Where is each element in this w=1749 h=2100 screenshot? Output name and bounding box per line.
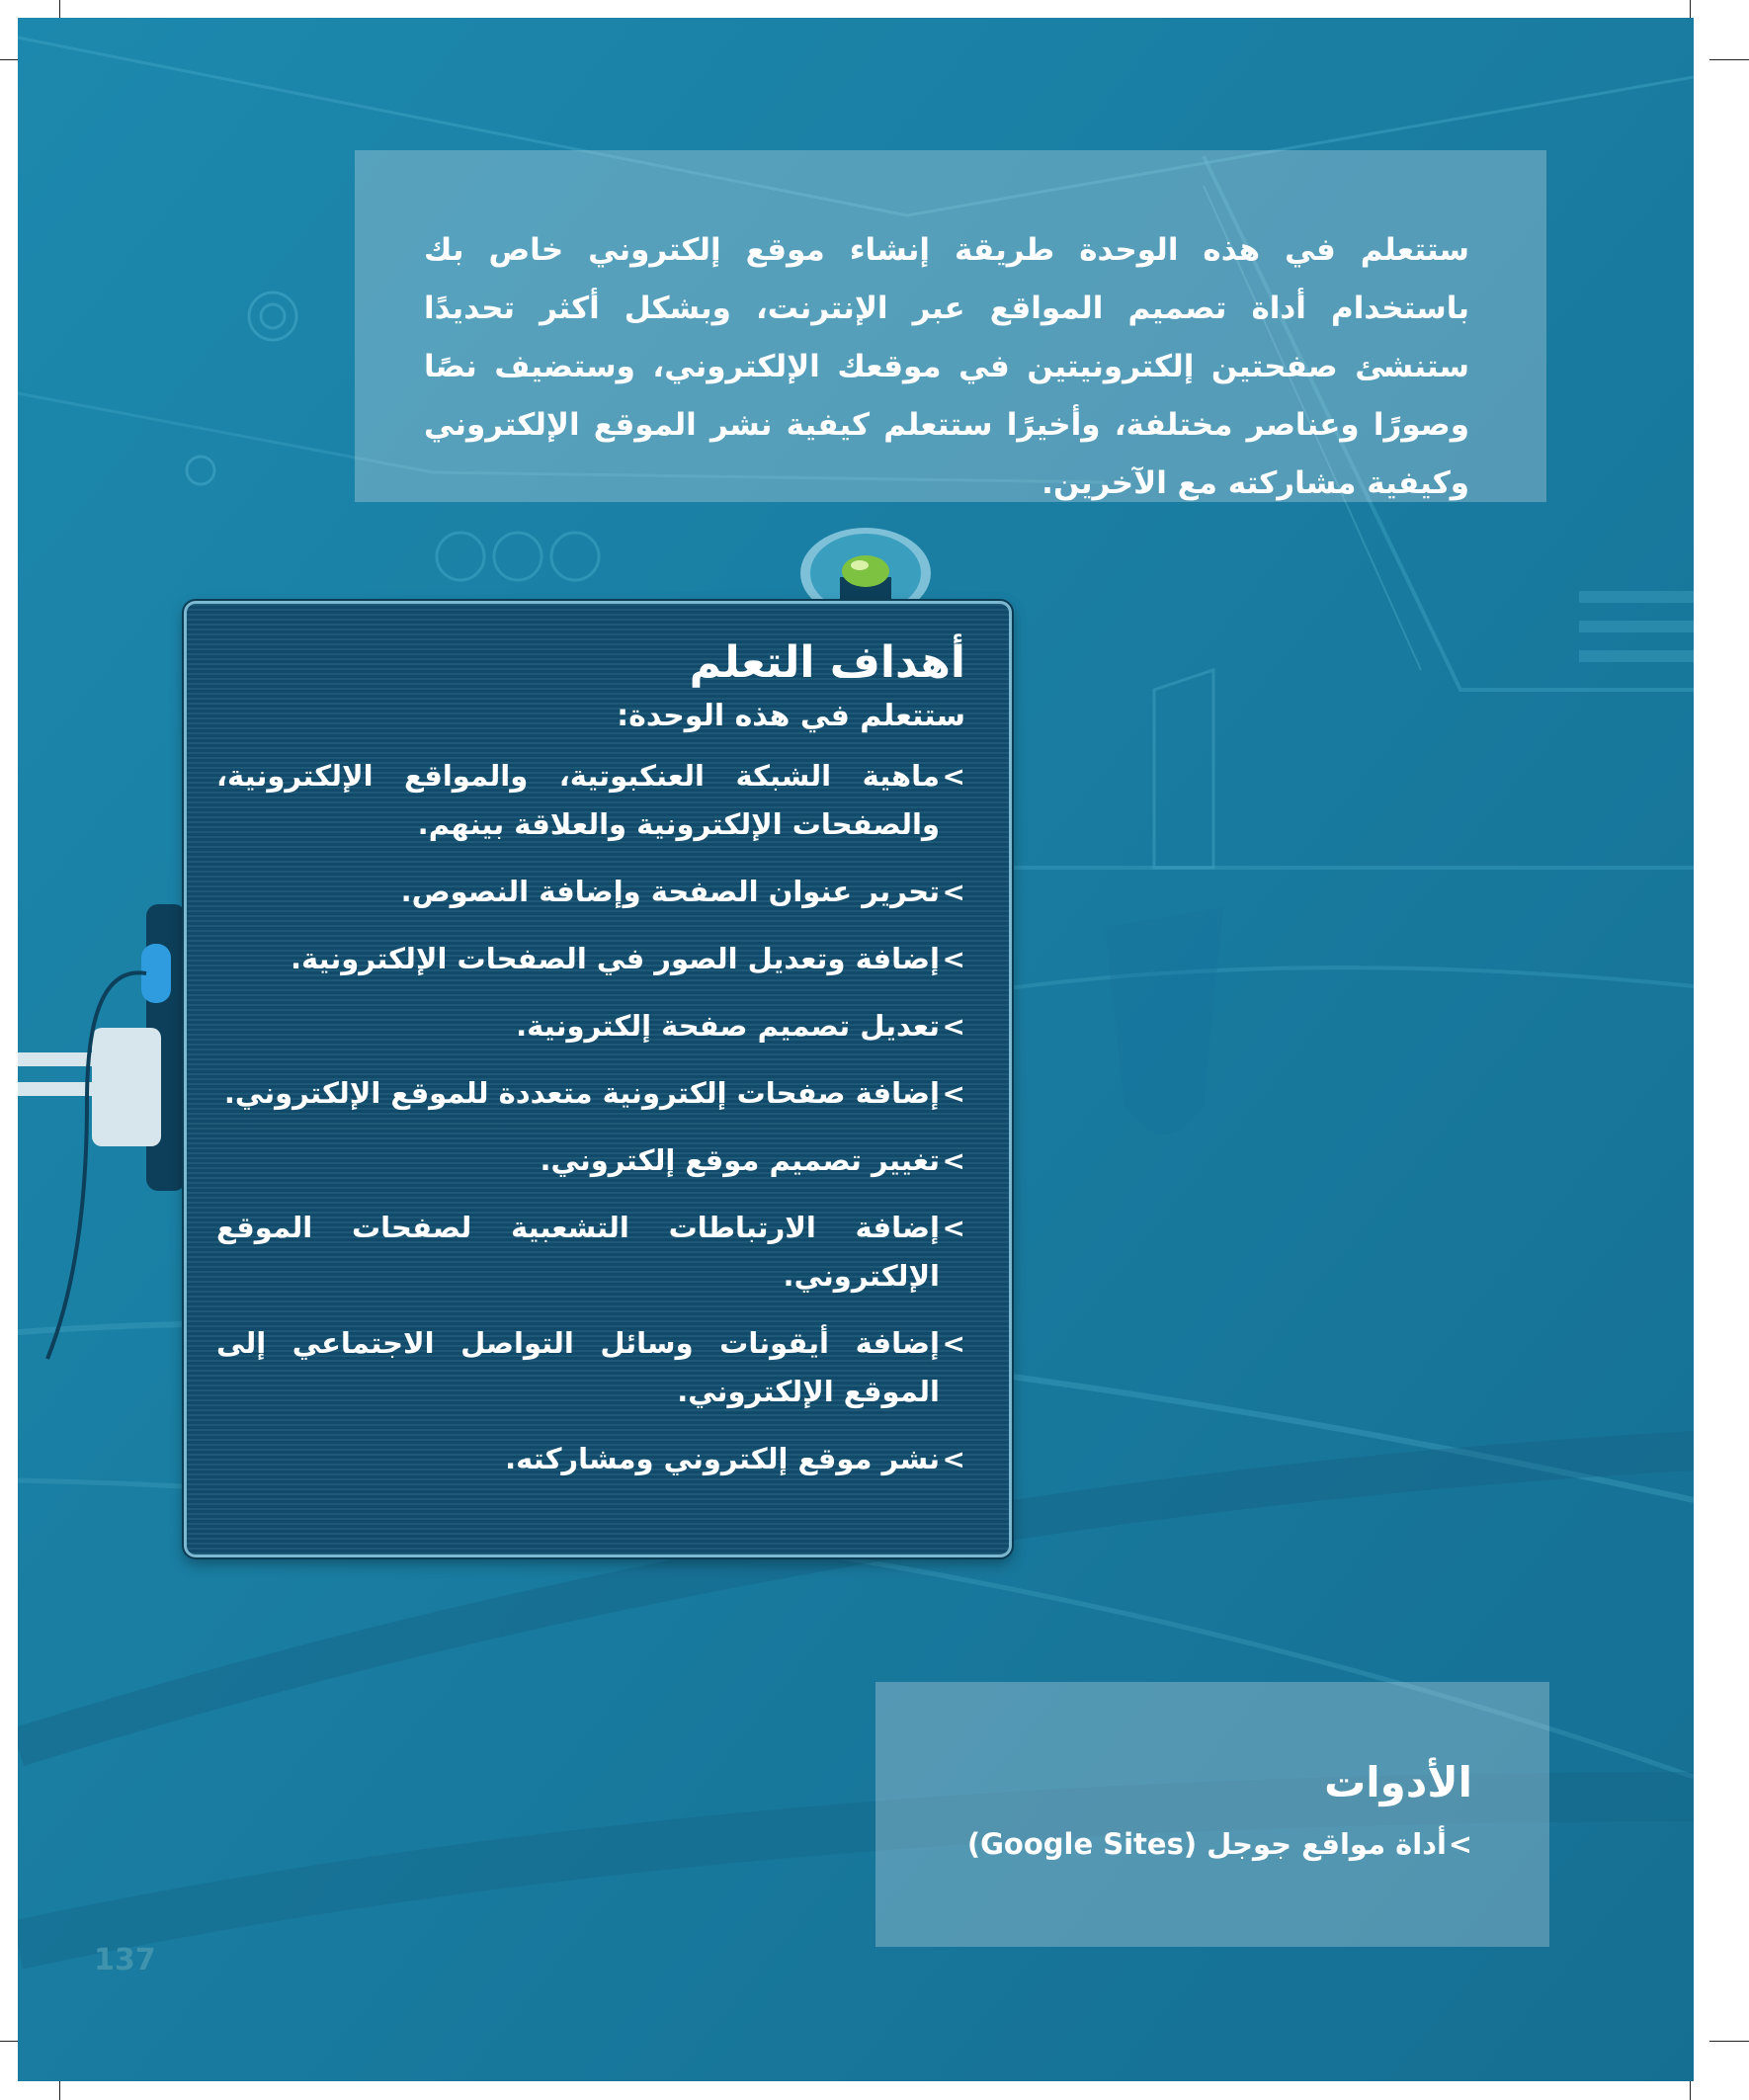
learning-goal-item — [216, 1002, 965, 1050]
learning-goal-text: إضافة أيقونات وسائل التواصل الاجتماعي إلى الموقع الإلكتروني. — [216, 1326, 940, 1408]
bullet-arrow-icon: > — [942, 1010, 965, 1043]
learning-goal-text: إضافة الارتباطات التشعبية لصفحات الموقع الإلكتروني. — [216, 1211, 940, 1293]
tools-box — [875, 1682, 1549, 1947]
unit-introduction-box — [355, 150, 1546, 502]
learning-goals-title: أهداف التعلم — [689, 637, 965, 688]
learning-goal-text: إضافة وتعديل الصور في الصفحات الإلكترونية. — [290, 942, 940, 975]
learning-goals-list — [216, 752, 965, 1483]
robot-antenna-art — [792, 526, 939, 607]
crop-mark — [1709, 2041, 1749, 2042]
learning-goal-item — [216, 752, 965, 849]
learning-goal-item — [216, 868, 965, 916]
learning-goal-item — [216, 1136, 965, 1185]
learning-goal-text: تعديل تصميم صفحة إلكترونية. — [516, 1009, 940, 1043]
learning-goal-text: تحرير عنوان الصفحة وإضافة النصوص. — [400, 875, 940, 908]
tools-item — [915, 1822, 1472, 1866]
learning-goal-item — [216, 1069, 965, 1118]
bullet-arrow-icon: > — [942, 1327, 965, 1360]
learning-goal-item — [216, 1319, 965, 1416]
tools-item-text: أداة مواقع جوجل (Google Sites) — [966, 1827, 1447, 1861]
page-number: 137 — [94, 1943, 156, 1977]
learning-goal-item — [216, 1435, 965, 1483]
bullet-arrow-icon: > — [1448, 1827, 1472, 1861]
bullet-arrow-icon: > — [942, 1077, 965, 1110]
learning-goal-text: ماهية الشبكة العنكبوتية، والمواقع الإلكترونية، والصفحات الإلكترونية والعلاقة بينهم. — [216, 759, 940, 841]
cable-device-art — [18, 904, 186, 1369]
bullet-arrow-icon: > — [942, 1443, 965, 1475]
crop-mark — [1709, 59, 1749, 60]
bullet-arrow-icon: > — [942, 1144, 965, 1177]
intro-paragraph: ستتعلم في هذه الوحدة طريقة إنشاء موقع إلكتروني خاص بك باستخدام أداة تصميم المواقع عبر الإنترنت، وبشكل أكثر تحديدًا ستنشئ صفحتين إلكترونيتين في موقعك الإلكتروني، وستضيف نصًا وصورًا وعناصر مختلفة، وأخيرًا ستتعلم كيفية نشر الموقع الإلكتروني وكيفية مشاركته مع الآخرين. — [424, 232, 1469, 501]
learning-goal-item — [216, 935, 965, 983]
bullet-arrow-icon: > — [942, 1212, 965, 1244]
bullet-arrow-icon: > — [942, 943, 965, 975]
learning-goals-panel — [184, 601, 1012, 1557]
tools-title: الأدوات — [1324, 1758, 1472, 1806]
learning-goal-item — [216, 1204, 965, 1301]
learning-goal-text: إضافة صفحات إلكترونية متعددة للموقع الإلكتروني. — [223, 1076, 940, 1110]
bullet-arrow-icon: > — [942, 876, 965, 908]
bullet-arrow-icon: > — [942, 760, 965, 793]
learning-goal-text: تغيير تصميم موقع إلكتروني. — [540, 1143, 940, 1177]
learning-goals-intro: ستتعلم في هذه الوحدة: — [617, 699, 965, 733]
learning-goal-text: نشر موقع إلكتروني ومشاركته. — [505, 1442, 940, 1475]
